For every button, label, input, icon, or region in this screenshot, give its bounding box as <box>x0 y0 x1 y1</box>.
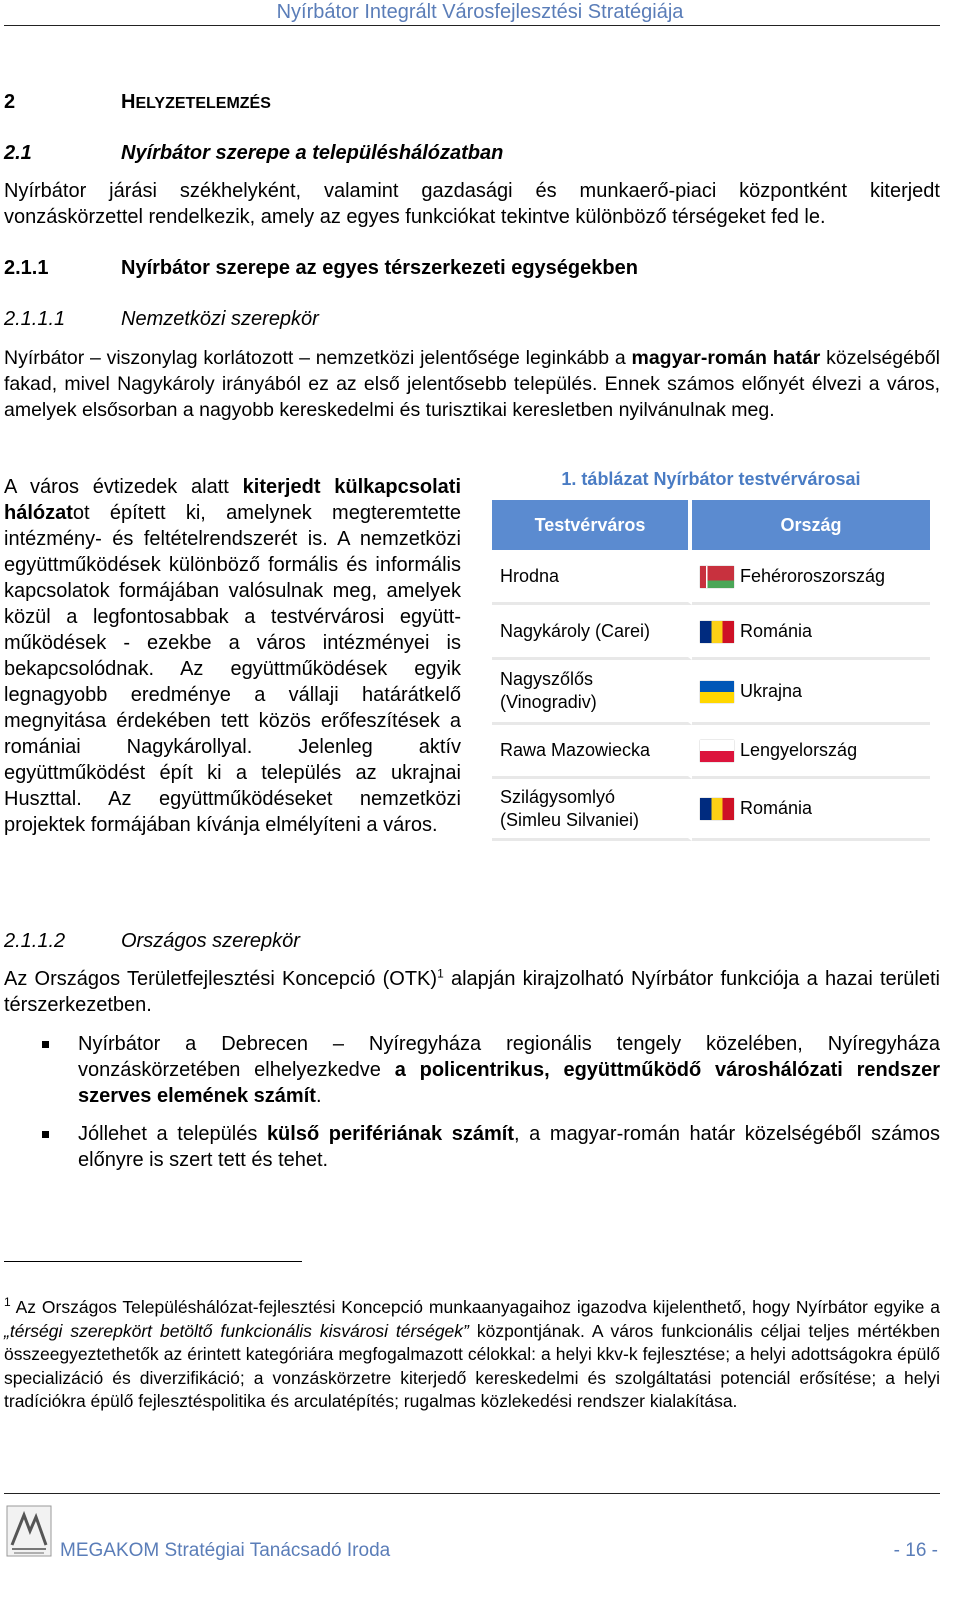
city-cell: Nagykároly (Carei) <box>492 605 692 660</box>
section-number: 2 <box>4 91 16 113</box>
city-cell: Rawa Mazowiecka <box>492 725 692 779</box>
level4-number: 2.1.1.1 <box>4 308 66 330</box>
footnote-separator <box>4 1261 302 1262</box>
international-paragraph: Nyírbátor – viszonylag korlátozott – nemzetközi jelentősége leginkább a magyar-román határ közelségéből fakad, mivel Nagykároly irányából ez az első jelentősebb település. Ennek számos előnyét élvezi a város, amelyek elsősorban a nagyobb kereskedelmi és turisztikai keresletben nyilvánulnak meg. <box>4 347 941 421</box>
level4-number: 2.1.1.2 <box>4 930 66 952</box>
city-cell: Szilágysomlyó (Simleu Silvaniei) <box>492 779 692 841</box>
level4-title: Országos szerepkör <box>121 930 300 952</box>
page-number: - 16 - <box>893 1540 938 1561</box>
poland-flag-icon <box>700 740 734 762</box>
level4-heading-national <box>4 928 940 954</box>
city-cell: Hrodna <box>492 550 692 605</box>
list-item: Nyírbátor a Debrecen – Nyíregyháza regionális tengely közelében, Nyíregyháza vonzáskörzetében elhelyezkedve a policentrikus, együttműködő városhálózati rendszer szerves elemének számít. <box>4 1031 940 1109</box>
subsubsection-number: 2.1.1 <box>4 257 49 279</box>
table-row <box>492 550 930 605</box>
table-row <box>492 660 930 725</box>
footnote: $^1$ Az Országos Településhálózat-fejlesztési Koncepció munkaanyagaihoz igazodva kijelenthető, hogy Nyírbátor egyike a „térségi szerepkört betöltő funkcionális kisvárosi térségek” központjának. A város funkcionális céljai teljes mértékben összeegyeztethetők az érintett kategóriára megfogalmazott célokkal: a helyi kkv-k fejlesztése; a helyi adottságokra épülő specializáció és diverzifikáció; a vonzáskörzetre kiterjedő kereskedelmi és szolgáltatási potenciál erősítése; a helyi tradíciókra épülő fejlesztéspolitika és arculatépítés; rugalmas közlekedési rendszer kialakítása. <box>4 1295 940 1411</box>
table-row <box>492 779 930 841</box>
table-header-city: Testvérváros <box>492 500 692 550</box>
country-cell: Fehéroroszország <box>692 550 930 605</box>
country-cell: Románia <box>692 779 930 841</box>
footnote-reference[interactable]: 1 <box>437 966 444 981</box>
country-cell: Románia <box>692 605 930 660</box>
romania-flag-icon <box>700 798 734 820</box>
relations-paragraph: A város évtizedek alatt kiterjedt külkapcsolati hálózatot épített ki, amelynek megteremtette intézmény- és feltételrendszerét is. A nemzetközi együttműködések különböző formális és informális kapcsolatok formájában valósulnak meg, amelyek közül a legfontosabbak a testvérvárosi együttműködések - ezekbe a város intézményei is bekapcsolódnak. Az együttműködések egyik legnagyobb eredménye a vállaji határátkelő megnyitása érdekében tett közös erőfeszítések a romániai Nagykárollyal. Jelenleg aktív együttműködést épít ki a település az ukrajnai Huszttal. Az együttműködéseket nemzetközi projektek formájában kívánja elmélyíteni a város. <box>4 476 461 836</box>
footer-rule <box>4 1493 940 1494</box>
bullet-icon <box>42 1131 49 1138</box>
table-row <box>492 605 930 660</box>
city-cell: Nagyszőlős (Vinogradiv) <box>492 660 692 725</box>
subsubsection-heading <box>4 255 940 281</box>
section-title: HELYZETELEMZÉS <box>121 91 271 113</box>
subsection-title: Nyírbátor szerepe a településhálózatban <box>121 142 504 164</box>
footer-company: MEGAKOM Stratégiai Tanácsadó Iroda <box>60 1540 391 1561</box>
national-paragraph: Az Országos Területfejlesztési Koncepció (OTK)$^1$ alapján kirajzolható Nyírbátor funkciója a hazai területi térszerkezetben. <box>4 966 940 1016</box>
bullet-icon <box>42 1041 49 1048</box>
country-cell: Lengyelország <box>692 725 930 779</box>
ukraine-flag-icon <box>700 681 734 703</box>
level4-title: Nemzetközi szerepkör <box>121 308 319 330</box>
country-cell: Ukrajna <box>692 660 930 725</box>
table-header-country: Ország <box>692 500 930 550</box>
megakom-logo-icon <box>6 1505 52 1557</box>
section-heading <box>4 89 940 115</box>
romania-flag-icon <box>700 621 734 643</box>
subsection-number: 2.1 <box>4 142 32 164</box>
belarus-flag-icon <box>700 566 734 588</box>
table-caption: 1. táblázat Nyírbátor testvérvárosai <box>561 469 861 489</box>
list-item: Jóllehet a település külső perifériának számít, a magyar-román határ közelségéből számos előnyre is szert tett és tehet. <box>4 1121 940 1173</box>
subsection-heading <box>4 140 940 166</box>
table-row <box>492 725 930 779</box>
bullet-list <box>4 1031 940 1185</box>
header-rule <box>4 25 940 26</box>
intro-paragraph: Nyírbátor járási székhelyként, valamint gazdasági és munkaerő-piaci központként kiterjedt vonzáskörzettel rendelkezik, amely az egyes funkciókat tekintve különböző térségeket fed le. <box>4 180 940 228</box>
subsubsection-title: Nyírbátor szerepe az egyes térszerkezeti egységekben <box>121 257 638 279</box>
level4-heading-international <box>4 306 940 332</box>
sister-cities-table <box>492 500 930 841</box>
running-header: Nyírbátor Integrált Városfejlesztési Stratégiája <box>276 1 684 23</box>
